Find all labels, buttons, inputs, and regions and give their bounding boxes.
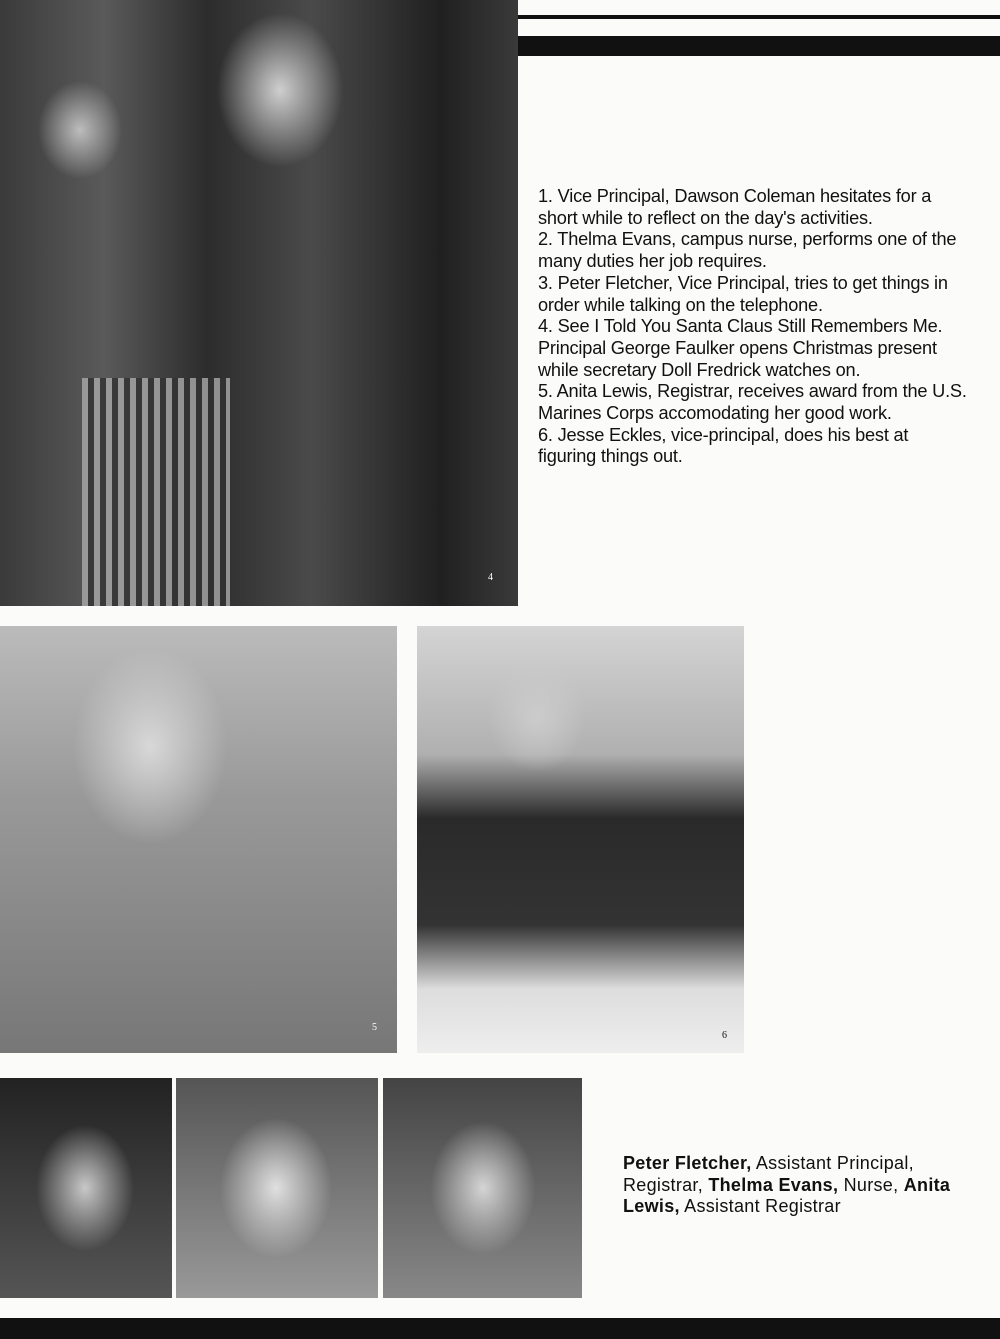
name-peter-fletcher: Peter Fletcher,: [623, 1153, 752, 1173]
portrait-thelma-evans: [176, 1078, 378, 1298]
role-text: Assistant Registrar: [679, 1196, 841, 1216]
photo-captions: [538, 186, 970, 468]
role-text: Assistant Principal, Registrar,: [623, 1153, 914, 1195]
photo-registrar-award: [0, 626, 397, 1053]
name-anita-lewis: Anita Lewis,: [623, 1174, 951, 1216]
caption-2: 2. Thelma Evans, campus nurse, performs one of the many duties her job requires.: [538, 229, 957, 272]
caption-3: 3. Peter Fletcher, Vice Principal, tries to get things in order while talking on the telephone.: [538, 272, 948, 315]
top-rule: [518, 15, 1000, 19]
caption-1: 1. Vice Principal, Dawson Coleman hesitates for a short while to reflect on the day's activities.: [538, 186, 932, 228]
portrait-caption: [623, 1153, 983, 1218]
caption-6: 6. Jesse Eckles, vice-principal, does his best at figuring things out.: [538, 424, 909, 467]
photo-vice-principal-reading: [417, 626, 744, 1053]
caption-5: 5. Anita Lewis, Registrar, receives award from the U.S. Marines Corps accomodating her good work.: [538, 381, 967, 424]
gift-box: [82, 378, 230, 606]
role-text: Nurse,: [838, 1174, 904, 1195]
caption-4: 4. See I Told You Santa Claus Still Remembers Me. Principal George Faulker opens Christmas present while secretary Doll Fredrick watches on.: [538, 316, 943, 380]
portrait-anita-lewis: [383, 1078, 582, 1298]
photo-principal-opening-gift: [0, 0, 518, 606]
portrait-peter-fletcher: [0, 1078, 172, 1298]
photo-number: 5: [372, 1022, 377, 1033]
top-bar: [518, 36, 1000, 56]
name-thelma-evans: Thelma Evans,: [708, 1174, 839, 1195]
bottom-bar: [0, 1318, 1000, 1339]
photo-number: 6: [722, 1030, 727, 1041]
photo-number: 4: [488, 572, 493, 583]
